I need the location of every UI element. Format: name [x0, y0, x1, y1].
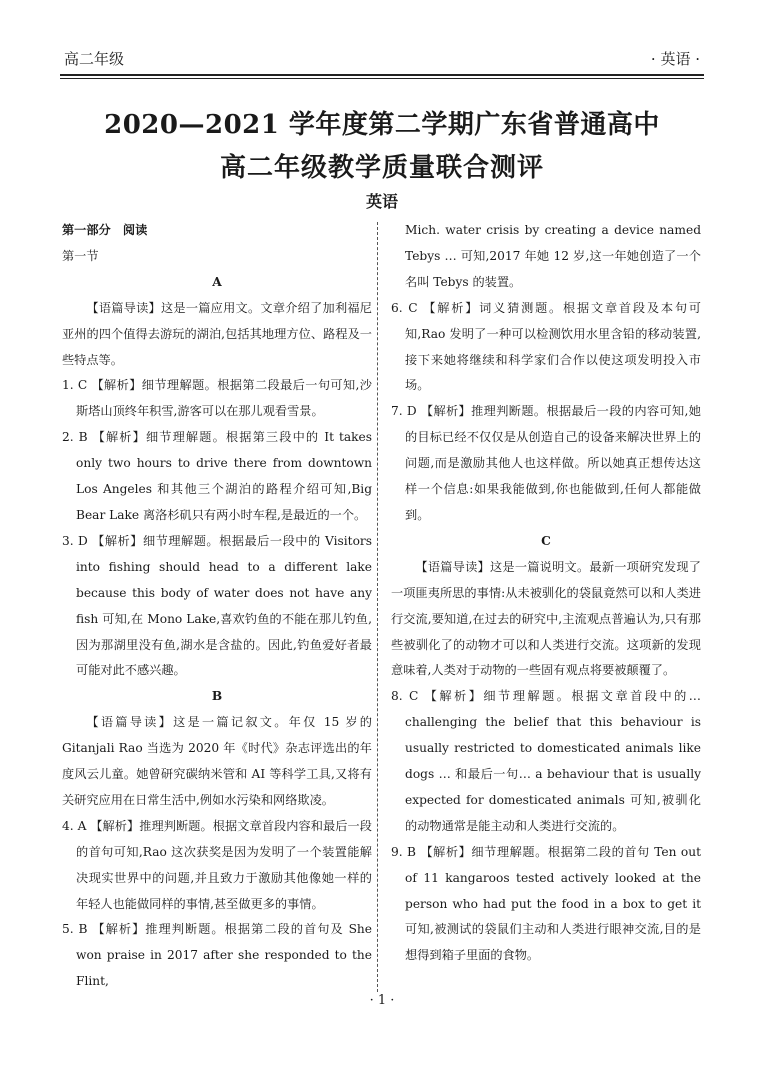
paragraph: 5. B 【解析】推理判断题。根据第二段的首句及 She won praise in 2017 after she responded to the Flint, [62, 922, 372, 989]
left-column [62, 218, 372, 995]
section-heading: B [211, 689, 223, 704]
paragraph: 7. D 【解析】推理判断题。根据最后一段的内容可知,她的目标已经不仅仅是从创造自己的设备来解决世界上的问题,而是激励其他人也这样做。所以她真正想传达这样一个信息:如果我能做到,你也能做到,任何人都能做到。 [391, 404, 701, 522]
paragraph: 【语篇导读】这是一篇说明文。最新一项研究发现了一项匪夷所思的事情:从未被驯化的袋鼠竟然可以和人类进行交流,要知道,在过去的研究中,主流观点普遍认为,只有那些被驯化了的动物才可以和人类进行交流。这项新的发现意味着,人类对于动物的一些固有观点将要被颠覆了。 [391, 559, 701, 678]
header-rule-thin [60, 78, 704, 79]
paragraph: 8. C 【解析】细节理解题。根据文章首段中的… challenging the belief that this behaviour is usually restricted to domesticated animals like dogs … 和最后一句… a behaviour that is usually expected for domesticated animals 可知,被驯化的动物通常是能主动和人类进行交流的。 [391, 689, 701, 833]
document-title-line2: 高二年级教学质量联合测评 [219, 153, 544, 183]
paragraph: 【语篇导读】这是一篇记叙文。年仅 15 岁的 Gitanjali Rao 当选为 2020 年《时代》杂志评选出的年度风云儿童。她曾研究碳纳米管和 AI 等科学工具,又将有关研究应用在日常生活中,例如水污染和网络欺凌。 [62, 715, 372, 807]
section-heading: A [212, 274, 222, 289]
column-divider [377, 222, 378, 992]
header-grade: 高二年级 [64, 50, 125, 68]
section-heading: C [541, 533, 551, 548]
paragraph: 2. B 【解析】细节理解题。根据第三段中的 It takes only two hours to drive there from downtown Los Angeles 和其他三个湖泊的路程介绍可知,Big Bear Lake 离洛杉矶只有两小时车程,是最近的一个。 [62, 430, 372, 522]
header-subject-tag: · 英语 · [650, 50, 700, 68]
paragraph: 第一节 [62, 248, 99, 263]
document-title-line1: 2020—2021 学年度第二学期广东省普通高中 [104, 110, 660, 140]
paragraph: 3. D 【解析】细节理解题。根据最后一段中的 Visitors into fishing should head to a different lake because this body of water does not have any fish 可知,在 Mono Lake,喜欢钓鱼的不能在那儿钓鱼,因为那湖里没有鱼,湖水是含盐的。因此,钓鱼爱好者最可能对此不感兴趣。 [62, 533, 372, 678]
paragraph: Mich. water crisis by creating a device named Tebys … 可知,2017 年她 12 岁,这一年她创造了一个名叫 Tebys 的装置。 [405, 223, 701, 289]
paragraph: 第一部分 阅读 [62, 223, 148, 237]
paragraph: 4. A 【解析】推理判断题。根据文章首段内容和最后一段的首句可知,Rao 这次获奖是因为发明了一个装置能解决现实世界中的问题,并且致力于激励其他像她一样的年轻人也能做同样的事情,甚至做更多的事情。 [62, 818, 372, 911]
paragraph: 1. C 【解析】细节理解题。根据第二段最后一句可知,沙斯塔山顶终年积雪,游客可以在那儿观看雪景。 [62, 378, 372, 419]
header-rule [60, 74, 704, 76]
paragraph: 6. C 【解析】词义猜测题。根据文章首段及本句可知,Rao 发明了一种可以检测饮用水里含铅的移动装置,接下来她将继续和科学家们合作以使这项发明投入市场。 [391, 300, 701, 393]
paragraph: 【语篇导读】这是一篇应用文。文章介绍了加利福尼亚州的四个值得去游玩的湖泊,包括其地理方位、路程及一些特点等。 [62, 300, 372, 367]
paragraph: 9. B 【解析】细节理解题。根据第二段的首句 Ten out of 11 kangaroos tested actively looked at the person who had put the food in a box to get it 可知,被测试的袋鼠们主动和人类进行眼神交流,目的是想得到箱子里面的食物。 [391, 844, 701, 963]
page-number: · 1 · [369, 993, 395, 1008]
right-column [391, 218, 701, 969]
document-subject: 英语 [365, 192, 398, 211]
